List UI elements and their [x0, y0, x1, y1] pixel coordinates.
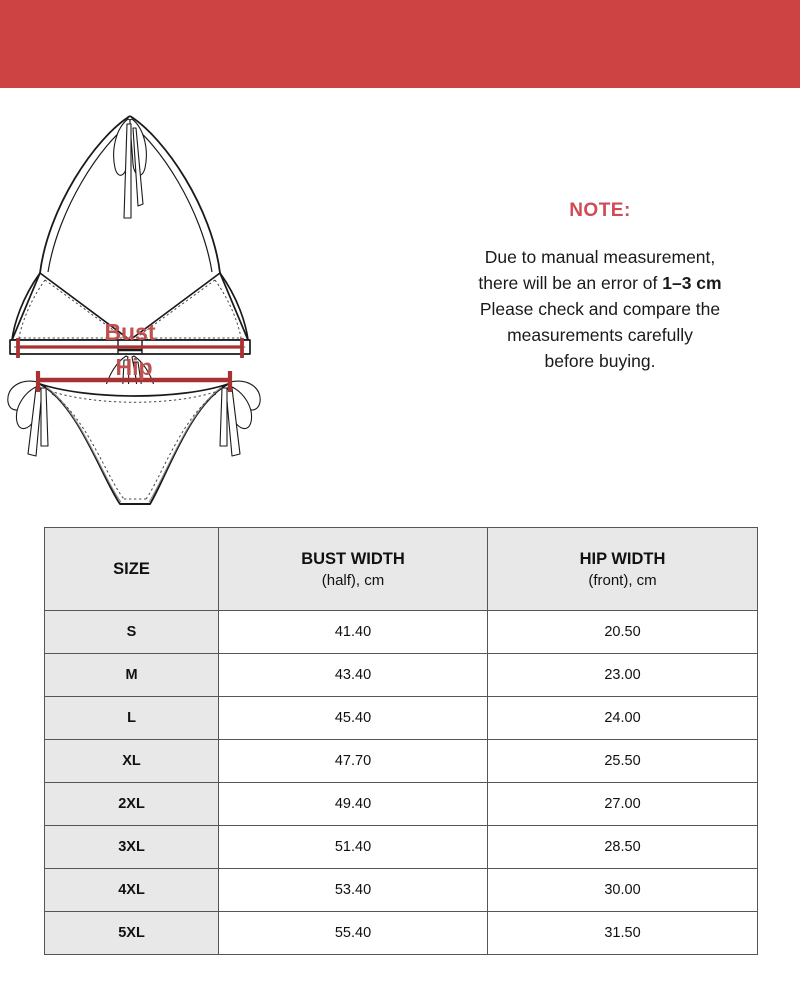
cell-bust: 49.40: [219, 783, 488, 826]
column-header-size: [45, 528, 219, 611]
cell-hip: 28.50: [488, 826, 758, 869]
cell-bust: 53.40: [219, 869, 488, 912]
top-banner: [0, 0, 800, 88]
table-row: [45, 826, 758, 869]
note-line-1: Due to manual measurement,: [484, 247, 716, 267]
note-line-5: before buying.: [544, 351, 656, 371]
cell-hip: 24.00: [488, 697, 758, 740]
column-header-hip-sub: (front), cm: [588, 571, 657, 589]
table-row: [45, 654, 758, 697]
cell-bust: 45.40: [219, 697, 488, 740]
cell-size: XL: [45, 740, 219, 783]
hip-label: Hip: [115, 354, 153, 380]
note-error-range: 1–3 cm: [662, 273, 722, 293]
note-block: [404, 200, 796, 374]
cell-size: 4XL: [45, 869, 219, 912]
table-header-row: [45, 528, 758, 611]
table-body: [45, 611, 758, 955]
cell-hip: 20.50: [488, 611, 758, 654]
cell-size: 5XL: [45, 912, 219, 955]
cell-bust: 47.70: [219, 740, 488, 783]
column-header-size-main: SIZE: [113, 559, 150, 578]
column-header-bust-sub: (half), cm: [321, 571, 385, 589]
note-line-4: measurements carefully: [507, 325, 693, 345]
bikini-bottom-illustration: [8, 381, 260, 504]
cell-hip: 25.50: [488, 740, 758, 783]
cell-size: S: [45, 611, 219, 654]
cell-hip: 23.00: [488, 654, 758, 697]
bikini-diagram-svg: [0, 88, 400, 518]
table-row: [45, 912, 758, 955]
cell-bust: 43.40: [219, 654, 488, 697]
column-header-bust-main: BUST WIDTH: [301, 549, 405, 568]
note-body: [404, 244, 796, 374]
note-line-2-prefix: there will be an error of: [478, 273, 663, 293]
cell-hip: 31.50: [488, 912, 758, 955]
cell-size: 2XL: [45, 783, 219, 826]
table-row: [45, 783, 758, 826]
table-row: [45, 869, 758, 912]
table-row: [45, 697, 758, 740]
table-row: [45, 740, 758, 783]
size-chart-table: [44, 527, 758, 955]
cell-bust: 41.40: [219, 611, 488, 654]
cell-hip: 27.00: [488, 783, 758, 826]
garment-illustration: [0, 88, 400, 518]
note-title: NOTE:: [569, 200, 631, 221]
column-header-hip-main: HIP WIDTH: [579, 549, 666, 568]
cell-hip: 30.00: [488, 869, 758, 912]
cell-size: M: [45, 654, 219, 697]
note-line-3: Please check and compare the: [479, 299, 721, 319]
column-header-bust: [219, 528, 488, 611]
cell-bust: 55.40: [219, 912, 488, 955]
cell-bust: 51.40: [219, 826, 488, 869]
table-row: [45, 611, 758, 654]
bust-label: Bust: [104, 319, 156, 345]
column-header-hip: [488, 528, 758, 611]
cell-size: L: [45, 697, 219, 740]
cell-size: 3XL: [45, 826, 219, 869]
